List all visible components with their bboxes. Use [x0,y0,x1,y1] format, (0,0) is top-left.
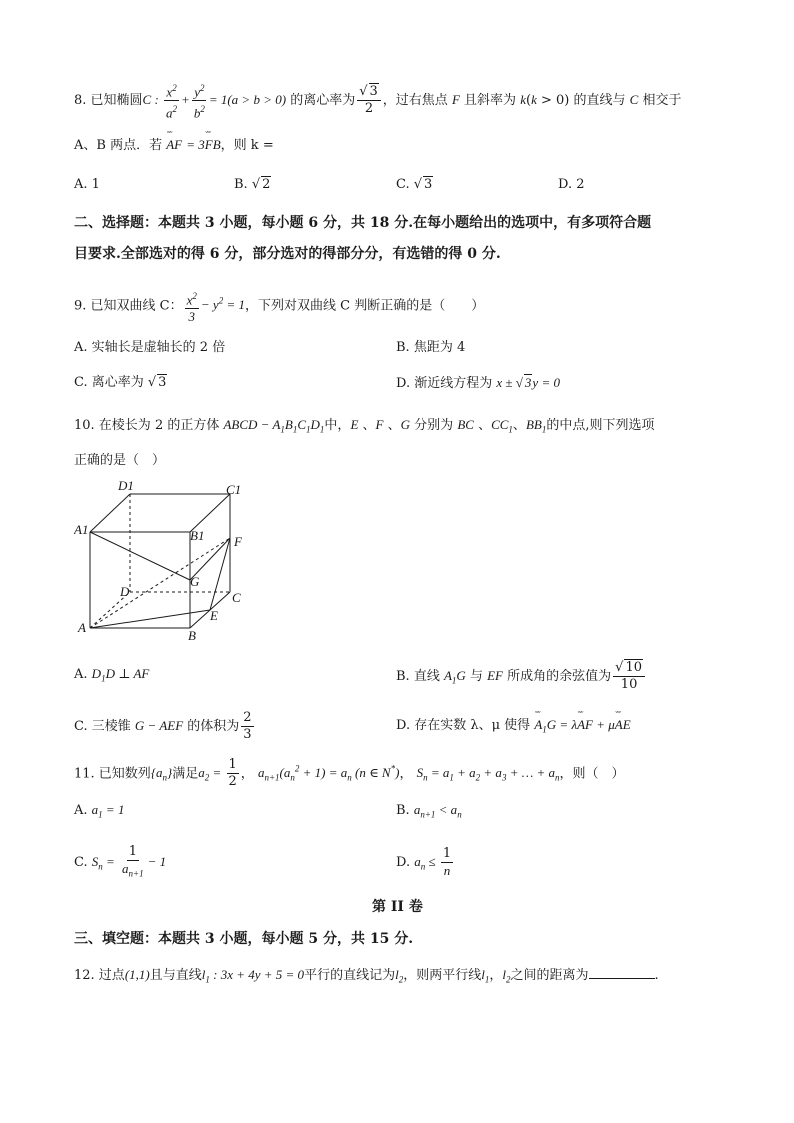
label-D1: D1 [118,478,134,493]
q11-option-a: A. $a_1 = 1$ [74,802,125,820]
q10-option-d: D. 存在实数 λ、μ 使得 ˇˇˇ $A_1G$ = λˇˇˇ AF + μˇˇˇ AE [396,716,631,739]
q8-ellipse-eq: C : $\frac{x^2}{a^2}$ + $\frac{y^2}{b^2}$ = 1(a > b > 0) [143,92,287,107]
q11-option-b: B. $a_{n+1} < a_n$ [396,802,462,820]
section2-title-line1: 二、选择题：本题共 3 小题，每小题 6 分，共 18 分.在每小题给出的选项中，有多项符合题 [74,215,652,231]
q8-label: 8. 已知椭圆 [74,92,143,108]
q10-stem-line2: 正确的是（ ） [74,453,166,468]
q8-eccentricity: $\frac{√ 3}{2}$ [357,84,381,117]
q9-option-c: C. 离心率为 √ 3 [74,375,167,390]
label-A1: A1 [74,522,89,537]
label-E: E [210,608,218,623]
q10-option-c: C. 三棱锥 G − AEF 的体积为 $\frac{2}{3}$ [74,710,252,742]
q10-option-b: B. 直线 $A_1G$ 与 EF 所成角的余弦值为 $\frac{√ 10}{10}$ [396,658,647,694]
section3-title: 三、填空题：本题共 3 小题，每小题 5 分，共 15 分. [74,931,414,947]
q9-option-d: D. 渐近线方程为 x ± √ 3y = 0 [396,375,560,391]
label-B: B [188,628,196,643]
q8-option-b: B. √ 2 [234,177,271,192]
q11-option-d: D. $a_n$ ≤ $\frac{1}{n}$ [396,846,452,878]
label-D: D [120,584,130,599]
q8-option-d: D. 2 [558,177,585,192]
q12-stem: 12. 过点(1,1)且与直线$l_1$ : 3x + 4y + 5 = 0平行的直线记为$l_2$，则两平行线$l_1$，$l_2$之间的距离为 . [74,967,659,985]
q8-option-c: C. √ 3 [396,177,433,192]
answer-blank[interactable] [589,966,655,979]
label-G: G [190,574,200,589]
q9-option-a: A. 实轴长是虚轴长的 2 倍 [74,340,226,355]
q11-stem: 11. 已知数列$\{a_n\}$满足$a_2$ = $\frac{1}{2}$ ， $a_{n+1}(a_n^2 + 1) = a_n$ (n ∈ N*)， $S_n = a_1 + a_2 + a_3$ + … + $a_n$，则（ ） [74,757,625,790]
q8-option-a: A. 1 [74,177,100,192]
q10-option-a: A. $D_1D$ ⊥ AF [74,666,150,684]
label-C1: C1 [226,482,242,497]
section2-title-line2: 目要求.全部选对的得 6 分，部分选对的得部分分，有选错的得 0 分. [74,246,501,262]
q11-option-c: C. $S_n$ = $\frac{1}{a_{n+1}}$ − 1 [74,843,167,879]
label-A: A [78,620,86,635]
q9-hyperbola-eq: $\frac{x^2}{3}$ − $y^2 = 1$ [183,297,245,312]
label-F: F [234,534,242,549]
cube-figure [74,478,254,646]
q10-stem-line1: 10. 在棱长为 2 的正方体 ABCD − $A_1B_1C_1D_1$中，E 、F 、G 分别为 BC 、$CC_1$、$BB_1$的中点,则下列选项 [74,417,655,435]
q9-stem: 9. 已知双曲线 C： $\frac{x^2}{3}$ − $y^2 = 1$，下列对双曲线 C 判断正确的是（ ） [74,286,484,316]
part2-title: 第 II 卷 [372,899,423,915]
label-C: C [232,590,241,605]
q8-line1: 8. 已知椭圆C : $\frac{x^2}{a^2}$ + $\frac{y^2}{b^2}$ = 1(a > b > 0) 的离心率为 $\frac{√ 3}{2}$ ，过右焦点 F 且斜率为 k(k > 0) 的直线与 C 相交于 [74,80,681,110]
q9-option-b: B. 焦距为 4 [396,340,466,355]
q8-vector-eq: ˇˇˇ AF [166,136,182,154]
q8-line2: A、B 两点．若 ˇˇˇ AF = 3ˇˇˇ FB，则 k = [74,136,274,155]
label-B1: B1 [190,528,205,543]
